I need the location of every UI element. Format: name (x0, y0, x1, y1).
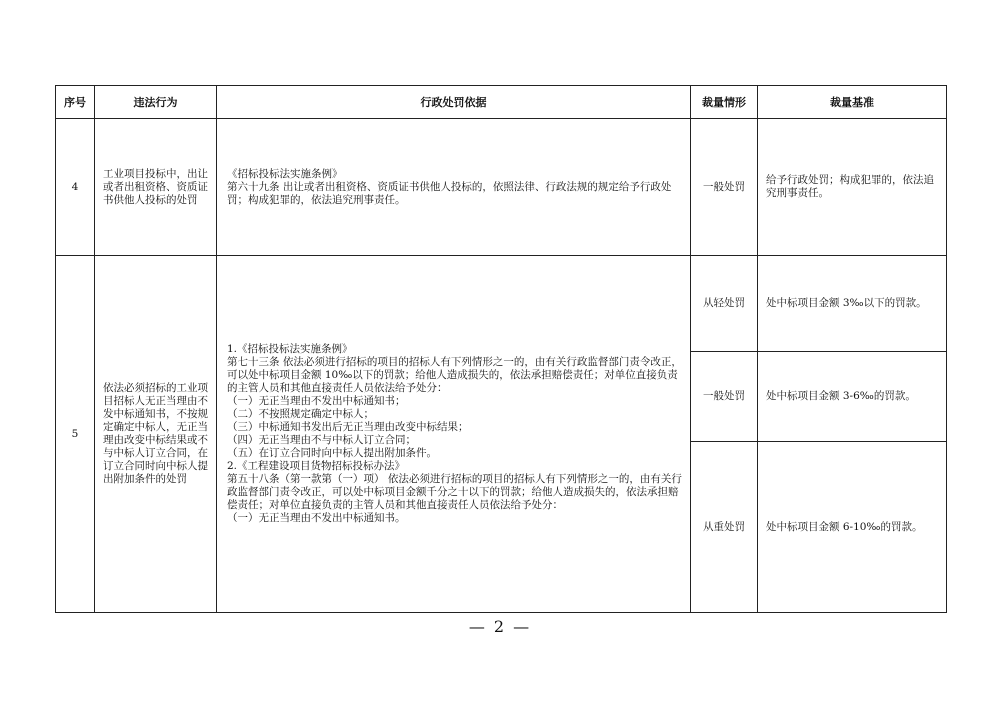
basis-line: 2.《工程建设项目货物招标投标办法》 (227, 460, 406, 472)
basis-line: （二）不按照规定确定中标人； (227, 408, 374, 420)
basis-line: （一）无正当理由不发出中标通知书； (227, 395, 406, 407)
table-header-row (56, 86, 947, 119)
basis-line: （五）在订立合同时向中标人提出附加条件。 (227, 447, 437, 459)
page-number: — 2 — (468, 617, 532, 636)
row-no: 4 (56, 119, 95, 256)
row-violation: 工业项目投标中，出让或者出租资格、资质证书供他人投标的处罚 (95, 119, 217, 256)
header-basis: 行政处罚依据 (217, 86, 691, 119)
row-situation: 从轻处罚 (691, 256, 758, 352)
row-situation: 从重处罚 (691, 442, 758, 613)
row-standard: 处中标项目金额 3‰以下的罚款。 (758, 256, 947, 352)
basis-line: 第七十三条 依法必须进行招标的项目的招标人有下列情形之一的，由有关行政监督部门责令改正，可以处中标项目金额 10‰以下的罚款；给他人造成损失的，依法承担赔偿责任；对单位直接负责的主管人员和其他直接责任人员依法给予处分： (227, 356, 682, 394)
basis-line: 1.《招标投标法实施条例》 (227, 343, 353, 355)
header-violation: 违法行为 (95, 86, 217, 119)
basis-line: （一）无正当理由不发出中标通知书。 (227, 512, 406, 524)
basis-line: 第五十八条（第一款第（一）项） 依法必须进行招标的项目的招标人有下列情形之一的，由有关行政监督部门责令改正，可以处中标项目金额千分之十以下的罚款；给他人造成损失的，依法承担赔偿责任；对单位直接负责的主管人员和其他直接责任人员依法给予处分： (227, 473, 682, 511)
row-standard: 处中标项目金额 6-10‰的罚款。 (758, 442, 947, 613)
row-standard: 处中标项目金额 3-6‰的罚款。 (758, 352, 947, 442)
header-no: 序号 (56, 86, 95, 119)
row-violation: 依法必须招标的工业项目招标人无正当理由不发中标通知书，不按规定确定中标人，无正当理由改变中标结果或不与中标人订立合同，在订立合同时向中标人提出附加条件的处罚 (95, 256, 217, 613)
table-row (56, 256, 947, 352)
row-basis (217, 119, 691, 256)
row-standard: 给予行政处罚；构成犯罪的，依法追究刑事责任。 (758, 119, 947, 256)
basis-line: （三）中标通知书发出后无正当理由改变中标结果； (227, 421, 469, 433)
row-situation: 一般处罚 (691, 119, 758, 256)
penalty-table (55, 85, 947, 613)
row-situation: 一般处罚 (691, 352, 758, 442)
basis-line: （四）无正当理由不与中标人订立合同； (227, 434, 416, 446)
row-basis (217, 256, 691, 613)
table-row (56, 119, 947, 256)
basis-line: 《招标投标法实施条例》 (227, 167, 343, 180)
row-no: 5 (56, 256, 95, 613)
header-situation: 裁量情形 (691, 86, 758, 119)
basis-line: 第六十九条 出让或者出租资格、资质证书供他人投标的，依照法律、行政法规的规定给予行政处罚；构成犯罪的，依法追究刑事责任。 (227, 180, 672, 206)
header-standard: 裁量基准 (758, 86, 947, 119)
